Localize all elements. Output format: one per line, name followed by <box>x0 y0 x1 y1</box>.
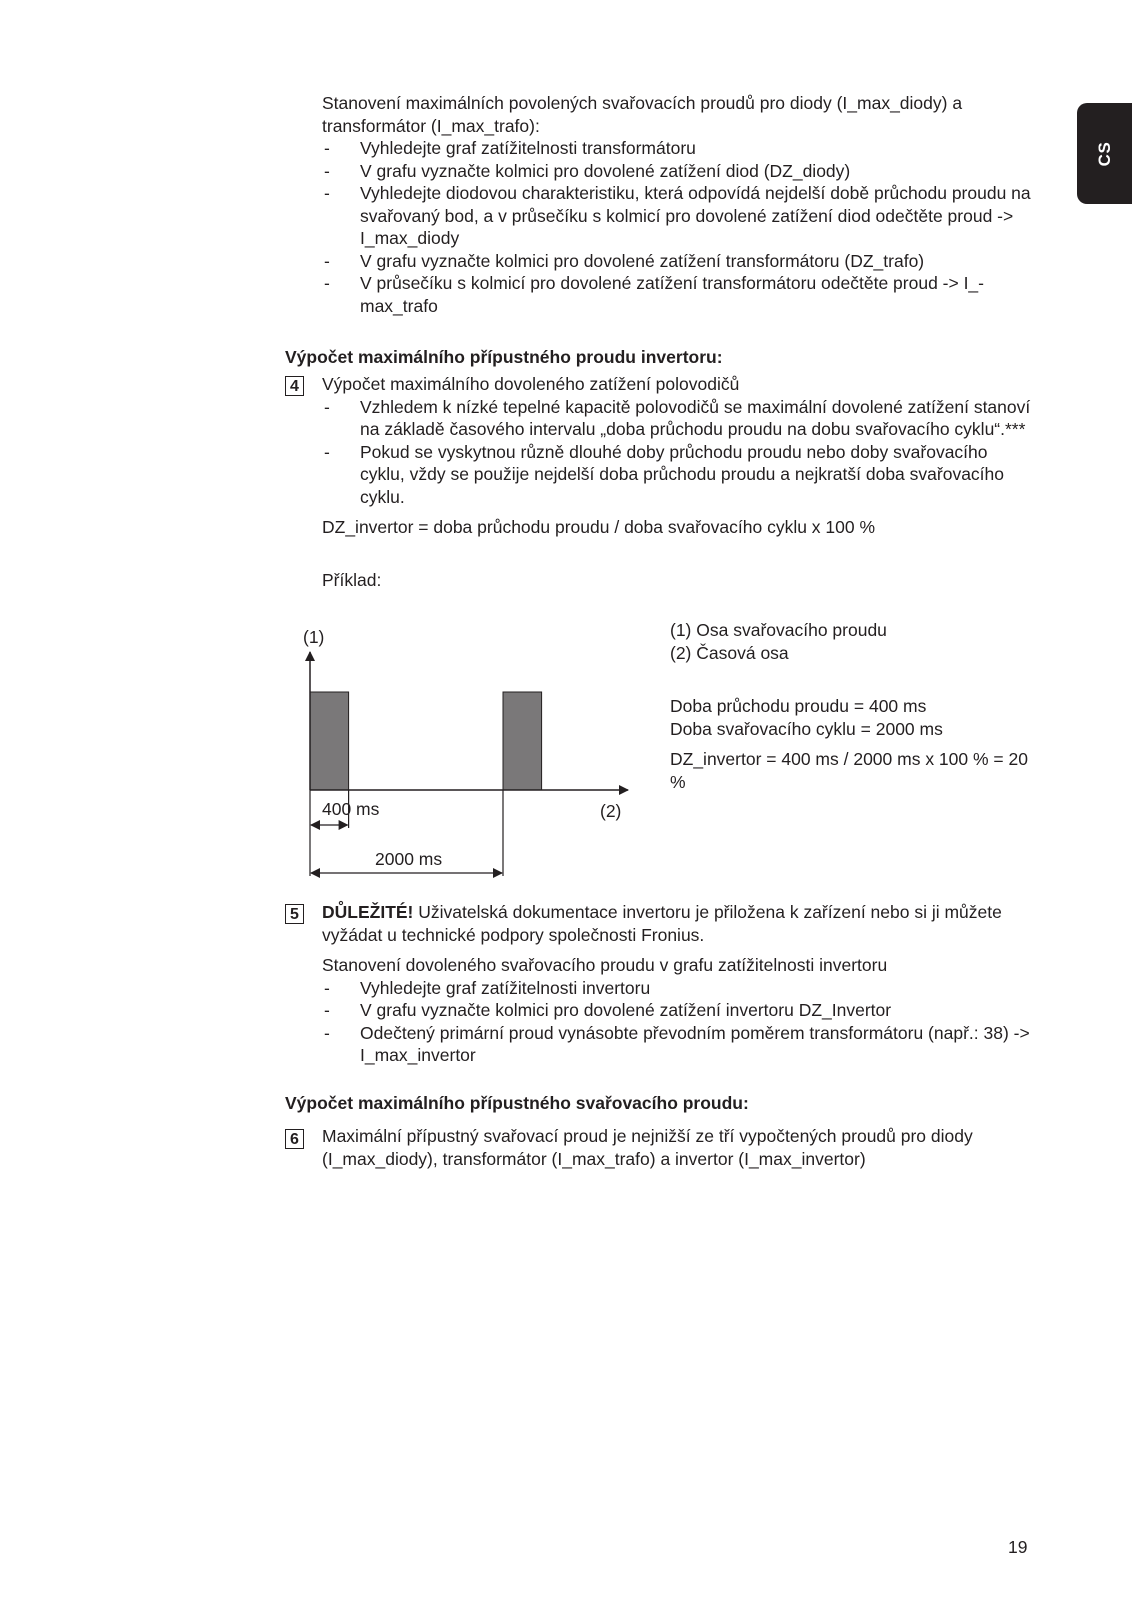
section-heading-inverter-current: Výpočet maximálního přípustného proudu invertoru: <box>285 347 723 367</box>
step-6-text: Maximální přípustný svařovací proud je nejnižší ze tří vypočtených proudů pro diody (I_max_diody), transformátor (I_max_trafo) a invertor (I_max_invertor) <box>322 1126 973 1169</box>
important-label: DŮLEŽITÉ! <box>322 902 414 922</box>
list-item: - V grafu vyznačte kolmici pro dovolené zatížení transformátoru (DZ_trafo) <box>324 250 925 271</box>
list-item: - Vyhledejte diodovou charakteristiku, která odpovídá nejdelší době průchodu proudu na svařovaný bod, a v průsečíku s kolmicí pro dovolené zatížení diod odečtěte proud -> I_max_diody <box>324 183 1031 248</box>
list-item: - Vzhledem k nízké tepelné kapacitě polovodičů se maximální dovolené zatížení stanoví na základě časového intervalu „doba průchodu proudu na dobu svařovacího cyklu“.*** <box>324 396 1031 439</box>
intro-bullet-list <box>322 137 1034 317</box>
intro-lead: Stanovení maximálních povolených svařovacích proudů pro diody (I_max_diody) a transformátor (I_max_trafo): <box>322 93 963 136</box>
list-item: - Odečtený primární proud vynásobte převodním poměrem transformátoru (např.: 38) -> I_max_invertor <box>324 1022 1030 1065</box>
duty-cycle-result: DZ_invertor = 400 ms / 2000 ms x 100 % = 20 % <box>670 749 1028 792</box>
list-item: - Vyhledejte graf zatížitelnosti transformátoru <box>324 138 696 158</box>
step-5-bullet-list <box>322 977 1034 1067</box>
pulse-duration-label: 400 ms <box>322 799 380 819</box>
current-pulse <box>310 692 349 790</box>
language-tab-label: CS <box>1094 141 1114 166</box>
list-item: - Pokud se vyskytnou různě dlouhé doby průchodu proudu nebo doby svařovacího cyklu, vždy se použije nejdelší doba průchodu proudu a nejkratší doba svařovacího cyklu. <box>324 441 1005 507</box>
list-item: - V grafu vyznačte kolmici pro dovolené zatížení diod (DZ_diody) <box>324 160 851 181</box>
duty-cycle-diagram <box>290 627 640 880</box>
diagram-legend <box>670 619 1040 793</box>
current-pulse <box>503 692 542 790</box>
step-4-bullet-list <box>322 396 1034 509</box>
step-number-6: 6 <box>285 1129 304 1149</box>
list-item: - Vyhledejte graf zatížitelnosti invertoru <box>324 977 651 998</box>
step-5-lead: Stanovení dovoleného svařovacího proudu v grafu zatížitelnosti invertoru <box>322 955 888 975</box>
important-note <box>322 901 1034 946</box>
cycle-duration-label: 2000 ms <box>375 849 443 869</box>
important-text: Uživatelská dokumentace invertoru je přiložena k zařízení nebo si ji můžete vyžádat u technické podpory společnosti Fronius. <box>322 902 1002 945</box>
step-6-block <box>322 1125 1034 1170</box>
y-axis-label: (1) <box>303 627 325 647</box>
list-item: - V průsečíku s kolmicí pro dovolené zatížení transformátoru odečtěte proud -> I_-max_trafo <box>324 273 984 316</box>
legend-line-2: (2) Časová osa <box>670 642 789 663</box>
step-number-5: 5 <box>285 904 304 924</box>
page-number: 19 <box>1008 1537 1028 1557</box>
example-label: Příklad: <box>322 569 382 590</box>
language-tab[interactable] <box>1077 103 1132 204</box>
duty-cycle-svg <box>290 630 640 880</box>
pulse-group <box>310 692 542 790</box>
intro-block <box>322 92 1034 317</box>
list-item: - V grafu vyznačte kolmici pro dovolené zatížení invertoru DZ_Invertor <box>324 1000 892 1020</box>
step-4-block <box>322 373 1034 591</box>
section-heading-welding-current: Výpočet maximálního přípustného svařovacího proudu: <box>285 1093 749 1113</box>
x-axis-label: (2) <box>600 801 622 821</box>
step-4-title: Výpočet maximálního dovoleného zatížení polovodičů <box>322 374 740 394</box>
pulse-duration-text: Doba průchodu proudu = 400 ms <box>670 696 927 716</box>
cycle-duration-text: Doba svařovacího cyklu = 2000 ms <box>670 718 943 739</box>
step-number-4: 4 <box>285 376 304 396</box>
step-5-block <box>322 901 1034 1067</box>
duty-cycle-formula: DZ_invertor = doba průchodu proudu / doba svařovacího cyklu x 100 % <box>322 517 876 537</box>
legend-line-1: (1) Osa svařovacího proudu <box>670 620 887 640</box>
